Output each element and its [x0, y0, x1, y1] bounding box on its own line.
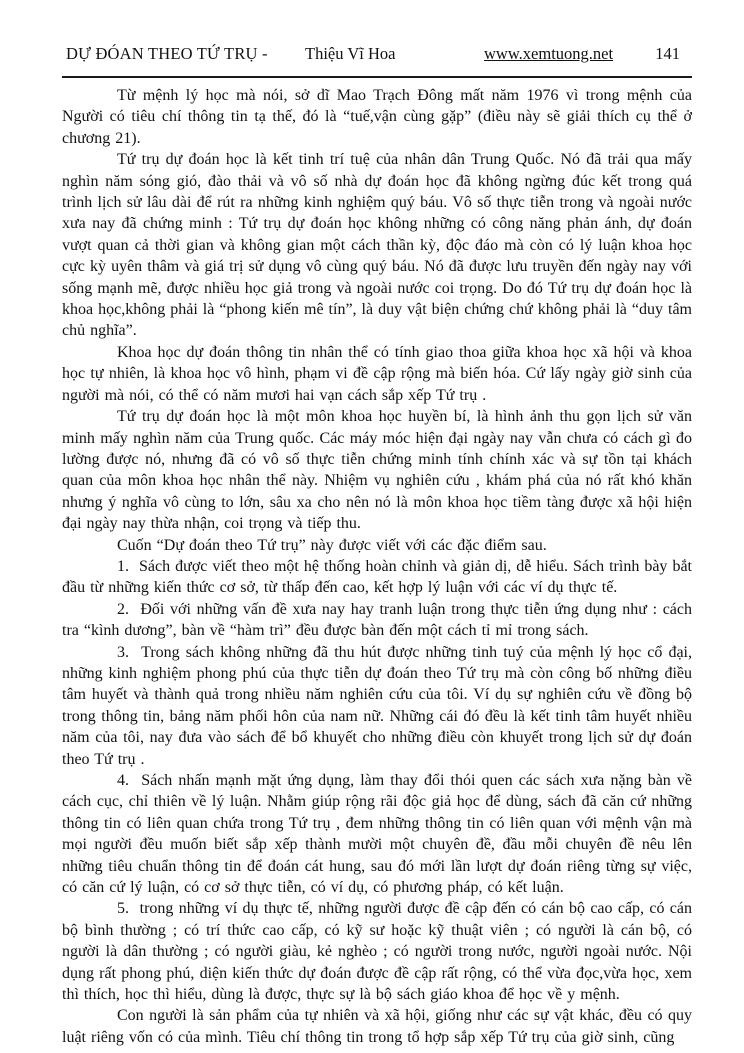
page-content [62, 85, 692, 1048]
paragraph-con-nguoi-san-pham: Con người là sản phẩm của tự nhiên và xã hội, giống như các sự vật khác, đều có quy luật riêng vốn có của mình. Tiêu chí thông tin trong tổ hợp sắp xếp Tứ trụ của giờ sinh, cũng [62, 1007, 692, 1046]
website-link[interactable]: www.xemtuong.net [484, 44, 614, 63]
paragraph-khoa-hoc-giao-thoa: Khoa học dự đoán thông tin nhân thể có tính giao thoa giữa khoa học xã hội và khoa học tự nhiên, là khoa học vô hình, phạm vi đề cập rộng mà biến hóa. Cứ lấy ngày giờ sinh của người mà nói, có thể có năm mươi hai vạn cách sắp xếp Tứ trụ . [62, 343, 692, 404]
list-item-1: 1. Sách được viết theo một hệ thống hoàn chỉnh và giản dị, dễ hiểu. Sách trình bày bắt đầu từ những kiến thức cơ sở, từ thấp đến cao, kết hợp lý luận với các ví dụ thực tế. [62, 557, 692, 597]
list-item-4: 4. Sách nhấn mạnh mặt ứng dụng, làm thay đổi thói quen các sách xưa nặng bàn về cách cục, chỉ thiên về lý luận. Nhằm giúp rộng rãi độc giả học để dùng, sách đã căn cứ những thông tin có liên quan chứa trong Tứ trụ , đem những thông tin có liên quan với mệnh vận mà mọi người đều muốn biết sắp xếp thành mười một chuyên đề, đầu mỗi chuyên đề nêu lên những tiêu chuẩn thông tin để đoán cát hung, sau đó mới lần lượt dự đoán riêng từng sự việc, có căn cứ lý luận, có cơ sở thực tiễn, có ví dụ, có phương pháp, có kết luận. [62, 772, 692, 897]
paragraph-tu-tru-ket-tinh: Tứ trụ dự đoán học là kết tinh trí tuệ của nhân dân Trung Quốc. Nó đã trải qua mấy nghìn năm sóng gió, đào thải và vô số nhà dự đoán học đã không ngừng đúc kết trong quá trình lịch sử lâu dài để rút ra những kinh nghiệm quý báu. Vô số thực tiễn trong và ngoài nước xưa nay đã chứng minh : Tứ trụ dự đoán học không những có công năng phản ánh, dự đoán vượt quan cả thời gian và không gian một cách thần kỳ, độc đáo mà còn có lý luận khoa học cực kỳ uyên thâm và giá trị sử dụng vô cùng quý báu. Nó đã được lưu truyền đến ngày nay với sống mạnh mẽ, được nhiều học giả trong và ngoài nước coi trọng. Do đó Tứ trụ dự đoán học là khoa học,không phải là “phong kiến mê tín”, là duy vật biện chứng chứ không phải là “duy tâm chủ nghĩa”. [62, 151, 692, 340]
list-item-2: 2. Đối với những vấn đề xưa nay hay tranh luận trong thực tiễn ứng dụng như : cách tra “kình dương”, bàn về “hàm trì” đều được bàn đến một cách tỉ mỉ trong sách. [62, 600, 692, 640]
page-number: 141 [655, 44, 680, 63]
book-title: DỰ ĐÓAN THEO TỨ TRỤ - [66, 44, 268, 63]
list-item-5: 5. trong những ví dụ thực tế, những người được đề cập đến có cán bộ cao cấp, có cán bộ bình thường ; có trí thức cao cấp, có kỹ sư hoặc kỹ thuật viên ; có người là cán bộ, có người là dân thường ; có người giàu, kẻ nghèo ; có người trong nước, người ngoài nước. Nội dụng rất phong phú, diện kiến thức dự đoán được đề cập rất rộng, có thể vừa đọc,vừa học, xem thì thích, học thì hiểu, dùng là được, thực sự là bộ sách giáo khoa để học về y mệnh. [62, 900, 692, 1004]
paragraph-dac-diem-intro: Cuốn “Dự đoán theo Tứ trụ” này được viết với các đặc điểm sau. [117, 536, 547, 554]
page-header [62, 44, 692, 66]
paragraph-mon-khoa-hoc-huyen-bi: Tứ trụ dự đoán học là một môn khoa học huyền bí, là hình ảnh thu gọn lịch sử văn minh mấy nghìn năm của Trung quốc. Các máy móc hiện đại ngày nay vẫn chưa có cách gì đo lường được nó, nhưng đã có vô số thực tiễn chứng minh tính chính xác và sự tồn tại khách quan của môn khoa học nhân thể này. Nhiệm vụ nghiên cứu , khám phá của nó rất khó khăn nhưng ý nghĩa vô cùng to lớn, sâu xa cho nên nó là môn khoa học tiềm tàng được xã hội hiện đại ngày nay thừa nhận, coi trọng và tiếp thu. [62, 408, 692, 533]
list-item-3: 3. Trong sách không những đã thu hút được những tinh tuý của mệnh lý học cổ đại, những kinh nghiệm phong phú của thực tiễn dự đoán theo Tứ trụ mà còn công bố những điều tâm huyết và thành quả trong nhiều năm nghiên cứu của tôi. Ví dụ sự nghiên cứu về đồng bộ trong thông tin, bảng năm phối hôn của nam nữ. Những cái đó đều là kết tinh tâm huyết nhiều năm của tôi, nay đưa vào sách để bổ khuyết cho những điều còn khuyết trong lịch sử dự đoán theo Tứ trụ . [62, 643, 692, 768]
header-divider [62, 76, 692, 78]
author-name: Thiệu Vĩ Hoa [305, 44, 396, 63]
paragraph-menh-ly-mao: Từ mệnh lý học mà nói, sở dĩ Mao Trạch Đông mất năm 1976 vì trong mệnh của Người có tiêu chí thông tin tạ thế, đó là “tuế,vận cùng gặp” (điều này sẽ giải thích cụ thể ở chương 21). [62, 87, 692, 147]
